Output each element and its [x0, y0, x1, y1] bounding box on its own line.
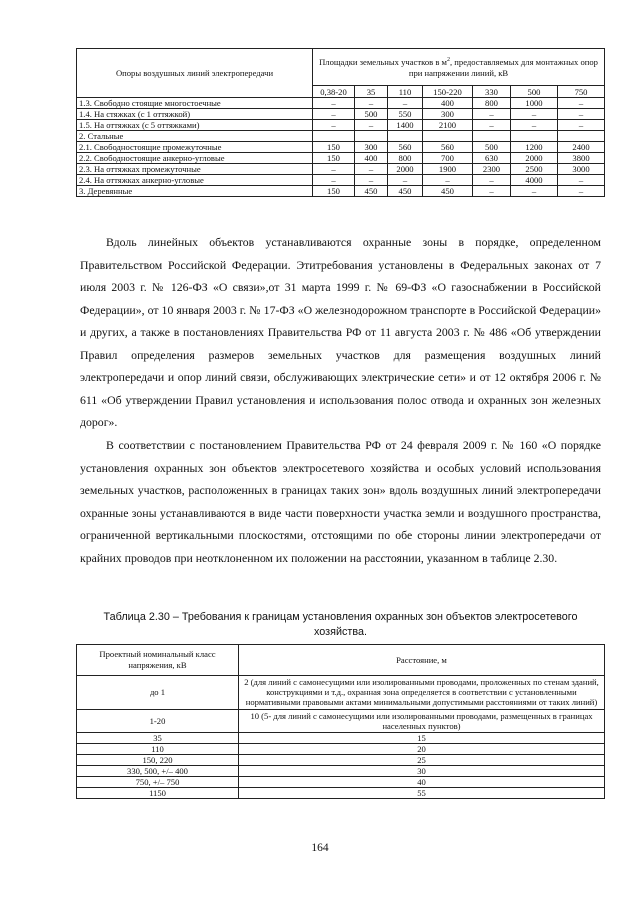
table1-cell: – [558, 98, 605, 109]
table1-cell: – [423, 175, 473, 186]
table1-cell: – [313, 120, 355, 131]
table1-cell: – [473, 186, 511, 197]
table2-row [77, 676, 605, 710]
table1-cell: – [313, 109, 355, 120]
table2-row [77, 709, 605, 732]
table1-cell: 400 [355, 153, 388, 164]
table2-voltage-class: 110 [77, 744, 239, 755]
table2-voltage-class: 1-20 [77, 709, 239, 732]
table2-row [77, 788, 605, 799]
table1-cell: 800 [473, 98, 511, 109]
table1-cell: – [313, 164, 355, 175]
paragraph-regulation-160: В соответствии с постановлением Правительства РФ от 24 февраля 2009 г. № 160 «О порядке установления охранных зон объектов электросетевого хозяйства и особых условий использования земельных участков, расположенных в границах таких зон» вдоль воздушных линий электропередачи охранные зоны устанавливаются в виде части поверхности участка земли и воздушного пространства, ограниченной вертикальными плоскостями, отстоящими по обе стороны линии электропередачи от крайних проводов при неотклоненном их положении на расстоянии, указанном в таблице 2.30. [80, 438, 601, 565]
table2-distance: 30 [239, 766, 605, 777]
table1-cell: 3000 [558, 164, 605, 175]
table1-cell: – [558, 186, 605, 197]
table1-cell [558, 131, 605, 142]
table2-distance: 10 (5- для линий с самонесущими или изолированными проводами, размещенных в границах населенных пунктов) [239, 709, 605, 732]
table1-cell: 1400 [388, 120, 423, 131]
table1-voltage: 0,38-20 [313, 86, 355, 98]
table1-row [77, 131, 605, 142]
table2-header-distance: Расстояние, м [239, 645, 605, 676]
table1-row-label: 3. Деревянные [77, 186, 313, 197]
table1-header-supports: Опоры воздушных линий электропередачи [77, 49, 313, 98]
table1-cell: 2400 [558, 142, 605, 153]
table1-cell: 1000 [511, 98, 558, 109]
table1-cell: – [388, 175, 423, 186]
table1-row [77, 153, 605, 164]
table1-cell: – [511, 120, 558, 131]
table1-row [77, 98, 605, 109]
table1-cell: 560 [423, 142, 473, 153]
table1-cell: 500 [473, 142, 511, 153]
table1-cell: 150 [313, 186, 355, 197]
table2-distance: 20 [239, 744, 605, 755]
table1-voltage: 750 [558, 86, 605, 98]
table1-cell: 800 [388, 153, 423, 164]
table1-cell: – [355, 120, 388, 131]
security-zone-table [76, 644, 605, 799]
table1-row [77, 142, 605, 153]
table1-cell: 450 [423, 186, 473, 197]
table1-cell [388, 131, 423, 142]
table1-voltage: 500 [511, 86, 558, 98]
table1-cell: 300 [355, 142, 388, 153]
table1-cell: – [558, 109, 605, 120]
table1-cell: – [511, 109, 558, 120]
table1-row [77, 175, 605, 186]
table2-distance: 2 (для линий с самонесущими или изолированными проводами, проложенных по стенам зданий, конструкциями и т.д., охранная зона определяется в соответствии с установленными нормативными правовыми актами минимальными допустимыми расстояниями от таких линий) [239, 676, 605, 710]
table1-cell: – [313, 175, 355, 186]
table1-cell: 450 [355, 186, 388, 197]
table1-cell: – [388, 98, 423, 109]
table1-cell: 150 [313, 153, 355, 164]
table1-cell: 1200 [511, 142, 558, 153]
table1-row [77, 120, 605, 131]
table1-row-label: 2.3. На оттяжках промежуточные [77, 164, 313, 175]
table1-cell: 150 [313, 142, 355, 153]
table1-cell: – [355, 98, 388, 109]
paragraph-security-zones: Вдоль линейных объектов устанавливаются охранные зоны в порядке, определенном Правительством Российской Федерации. Этитребования установлены в Федеральных законах от 7 июля 2003 г. № 126-ФЗ «О связи»,от 31 марта 1999 г. № 69-ФЗ «О газоснабжении в Российской Федерации», от 10 января 2003 г. № 17-ФЗ «О железнодорожном транспорте в Российской Федерации» и других, а также в постановлениях Правительства РФ от 11 августа 2003 г. № 486 «Об утверждении Правил определения размеров земельных участков для размещения воздушных линий электропередачи и опор линий связи, обслуживающих электрические сети» и от 12 октября 2006 г. № 611 «Об утверждении Правил установления и использования полос отвода и охранных зон железных дорог». [80, 235, 601, 429]
table1-cell: 550 [388, 109, 423, 120]
table1-voltage: 110 [388, 86, 423, 98]
table1-cell [355, 131, 388, 142]
table2-voltage-class: до 1 [77, 676, 239, 710]
table1-voltage: 35 [355, 86, 388, 98]
table1-cell: 450 [388, 186, 423, 197]
table1-header-plots: Площадки земельных участков в $м^2$, предоставляемых для монтажных опор при напряжении линий, кВ [313, 49, 605, 86]
table2-distance: 40 [239, 777, 605, 788]
table1-row-label: 2.2. Свободностоящие анкерно-угловые [77, 153, 313, 164]
table1-row-label: 2. Стальные [77, 131, 313, 142]
table1-cell: 400 [423, 98, 473, 109]
table1-row [77, 186, 605, 197]
land-plots-table [76, 48, 605, 197]
table1-row-label: 1.3. Свободно стоящие многостоечные [77, 98, 313, 109]
table2-row [77, 733, 605, 744]
table2-row [77, 777, 605, 788]
table-caption: Таблица 2.30 – Требования к границам установления охранных зон объектов электросетевого хозяйства. [103, 611, 578, 638]
table1-cell: – [473, 175, 511, 186]
table1-cell [423, 131, 473, 142]
table1-row [77, 109, 605, 120]
table2-row [77, 744, 605, 755]
table1-row-label: 2.1. Свободностоящие промежуточные [77, 142, 313, 153]
table2-voltage-class: 330, 500, +/– 400 [77, 766, 239, 777]
table1-row-label: 1.5. На оттяжках (с 5 оттяжками) [77, 120, 313, 131]
table1-cell: – [558, 175, 605, 186]
table1-cell: – [355, 175, 388, 186]
table1-row [77, 164, 605, 175]
table1-cell: – [473, 109, 511, 120]
table1-cell: 500 [355, 109, 388, 120]
table1-cell: 2500 [511, 164, 558, 175]
table1-cell: 4000 [511, 175, 558, 186]
table1-cell [313, 131, 355, 142]
table1-cell: – [313, 98, 355, 109]
table1-cell: – [558, 120, 605, 131]
table1-cell: – [473, 120, 511, 131]
table2-voltage-class: 750, +/– 750 [77, 777, 239, 788]
table1-cell [511, 131, 558, 142]
table1-cell: 2300 [473, 164, 511, 175]
table2-distance: 25 [239, 755, 605, 766]
table1-cell: – [511, 186, 558, 197]
table2-voltage-class: 1150 [77, 788, 239, 799]
table1-cell: 1900 [423, 164, 473, 175]
table1-voltage: 330 [473, 86, 511, 98]
table1-cell: 630 [473, 153, 511, 164]
table1-row-label: 2.4. На оттяжках анкерно-угловые [77, 175, 313, 186]
table1-cell: 560 [388, 142, 423, 153]
table1-cell: 300 [423, 109, 473, 120]
table2-distance: 55 [239, 788, 605, 799]
table1-cell: 3800 [558, 153, 605, 164]
table2-header-class: Проектный номинальный класс напряжения, кВ [77, 645, 239, 676]
table1-row-label: 1.4. На стяжках (с 1 оттяжкой) [77, 109, 313, 120]
table2-distance: 15 [239, 733, 605, 744]
page-number: 164 [311, 842, 329, 854]
table1-cell: 2000 [511, 153, 558, 164]
table2-voltage-class: 150, 220 [77, 755, 239, 766]
table2-voltage-class: 35 [77, 733, 239, 744]
table1-cell: 2000 [388, 164, 423, 175]
table1-voltage: 150-220 [423, 86, 473, 98]
table1-cell: 700 [423, 153, 473, 164]
table2-row [77, 766, 605, 777]
table1-cell [473, 131, 511, 142]
table2-row [77, 755, 605, 766]
table1-cell: – [355, 164, 388, 175]
table1-cell: 2100 [423, 120, 473, 131]
